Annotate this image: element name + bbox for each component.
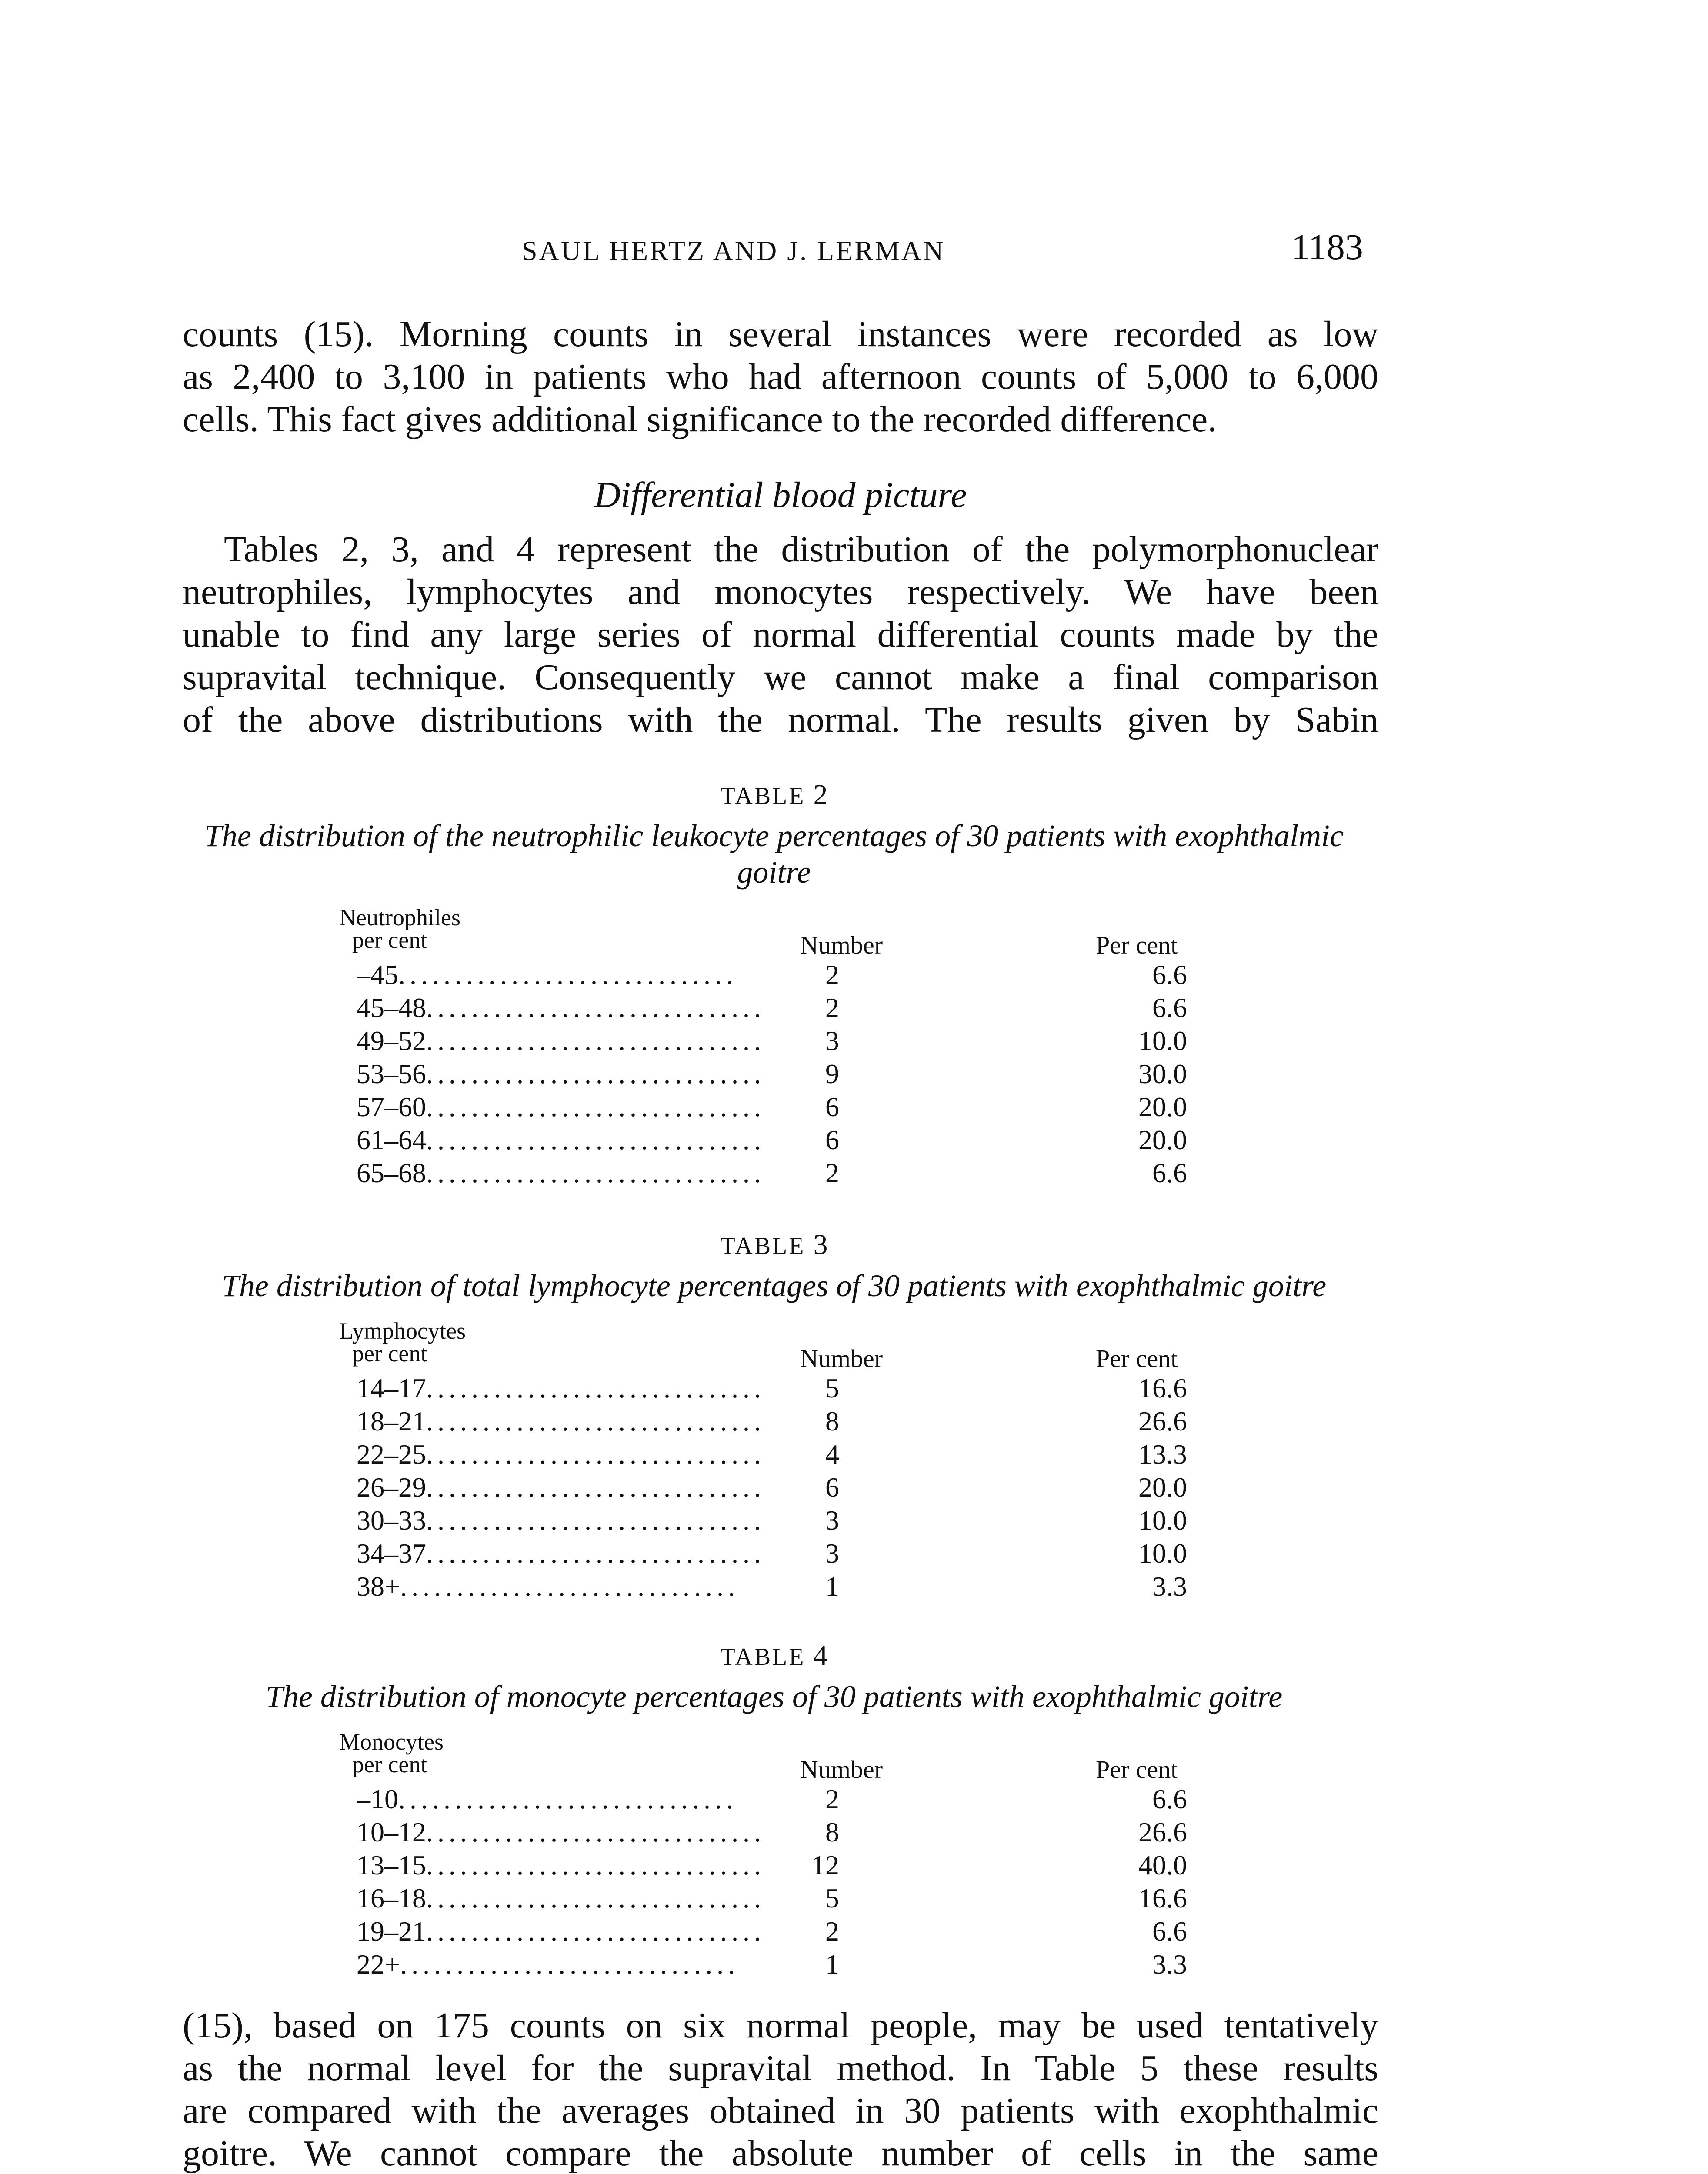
- table-row: 45–48.............................. 2 6.6: [357, 992, 1187, 1023]
- table-header-row: [339, 1320, 1231, 1372]
- text-line: are compared with the averages obtained in 30 patients with exophthalmic: [183, 2091, 1378, 2131]
- table-row: 49–52.............................. 3 10.0: [357, 1025, 1187, 1056]
- text-line: as the normal level for the supravital method. In Table 5 these results: [183, 2048, 1378, 2088]
- table-row: 53–56.............................. 9 30.0: [357, 1058, 1187, 1089]
- table-caption: [165, 817, 1383, 890]
- column-header-range: Monocytes per cent: [339, 1729, 444, 1777]
- text-line: of the above distributions with the normal. The results given by Sabin: [183, 700, 1378, 740]
- paragraph-differential: [183, 528, 1378, 741]
- table-caption: [165, 1678, 1383, 1715]
- table-row: 19–21.............................. 2 6.6: [357, 1916, 1187, 1947]
- column-header-percent: Per cent: [1096, 1755, 1178, 1784]
- table-4: [165, 1639, 1383, 1981]
- table-row: –45.............................. 2 6.6: [357, 959, 1187, 990]
- table-label: TABLE 2: [720, 779, 828, 810]
- table-row: 14–17.............................. 5 16.6: [357, 1373, 1187, 1404]
- table-row: 30–33.............................. 3 10.0: [357, 1505, 1187, 1536]
- paragraph-counts: [183, 313, 1378, 441]
- text-line: (15), based on 175 counts on six normal people, may be used tentatively: [183, 2005, 1378, 2046]
- caption-line: The distribution of total lymphocyte percentages of 30 patients with exophthalmic goitre: [221, 1268, 1327, 1303]
- text-line: as 2,400 to 3,100 in patients who had afternoon counts of 5,000 to 6,000: [183, 357, 1378, 397]
- page-number: 1183: [1291, 227, 1363, 267]
- data-table: [339, 1320, 1231, 1603]
- caption-line: goitre: [737, 855, 811, 890]
- table-header-row: [339, 1731, 1231, 1783]
- section-heading: Differential blood picture: [594, 475, 967, 515]
- table-label: TABLE 3: [720, 1229, 828, 1260]
- paragraph-sabin: [183, 2004, 1378, 2174]
- table-row: 18–21.............................. 8 26.6: [357, 1406, 1187, 1437]
- data-table: [339, 1731, 1231, 1981]
- text-line: Tables 2, 3, and 4 represent the distribution of the polymorphonuclear: [224, 529, 1378, 570]
- table-row: 57–60.............................. 6 20.0: [357, 1091, 1187, 1122]
- text-line: counts (15). Morning counts in several instances were recorded as low: [183, 314, 1378, 354]
- column-header-range: Neutrophiles per cent: [339, 904, 460, 953]
- text-line: goitre. We cannot compare the absolute number of cells in the same: [183, 2133, 1378, 2174]
- caption-line: The distribution of the neutrophilic leukocyte percentages of 30 patients with exophthalmic: [204, 818, 1344, 853]
- table-row: 26–29.............................. 6 20.0: [357, 1472, 1187, 1503]
- table-caption: [165, 1267, 1383, 1304]
- column-header-number: Number: [800, 1344, 883, 1373]
- text-line: cells. This fact gives additional significance to the recorded difference.: [183, 399, 1217, 440]
- table-row: 10–12.............................. 8 26.6: [357, 1817, 1187, 1847]
- text-line: supravital technique. Consequently we cannot make a final comparison: [183, 657, 1378, 697]
- text-line: neutrophiles, lymphocytes and monocytes respectively. We have been: [183, 572, 1378, 612]
- table-label: TABLE 4: [720, 1640, 828, 1671]
- text-line: unable to find any large series of normal differential counts made by the: [183, 614, 1378, 655]
- data-table: [339, 906, 1231, 1190]
- column-header-number: Number: [800, 1755, 883, 1784]
- running-head: SAUL HERTZ AND J. LERMAN: [522, 235, 945, 266]
- caption-line: The distribution of monocyte percentages of 30 patients with exophthalmic goitre: [265, 1679, 1283, 1714]
- table-2: [165, 778, 1383, 1190]
- table-row: 16–18.............................. 5 16.6: [357, 1883, 1187, 1914]
- table-row: 38+.............................. 1 3.3: [357, 1571, 1187, 1602]
- table-row: –10.............................. 2 6.6: [357, 1784, 1187, 1814]
- table-row: 65–68.............................. 2 6.6: [357, 1157, 1187, 1188]
- table-row: 34–37.............................. 3 10.0: [357, 1538, 1187, 1569]
- table-row: 61–64.............................. 6 20.0: [357, 1124, 1187, 1155]
- column-header-percent: Per cent: [1096, 931, 1178, 959]
- column-header-range: Lymphocytes per cent: [339, 1318, 466, 1367]
- table-row: 22–25.............................. 4 13.3: [357, 1439, 1187, 1470]
- column-header-percent: Per cent: [1096, 1344, 1178, 1373]
- table-row: 13–15.............................. 12 40.0: [357, 1850, 1187, 1881]
- table-header-row: [339, 906, 1231, 958]
- table-row: 22+.............................. 1 3.3: [357, 1949, 1187, 1980]
- table-3: [165, 1228, 1383, 1603]
- column-header-number: Number: [800, 931, 883, 959]
